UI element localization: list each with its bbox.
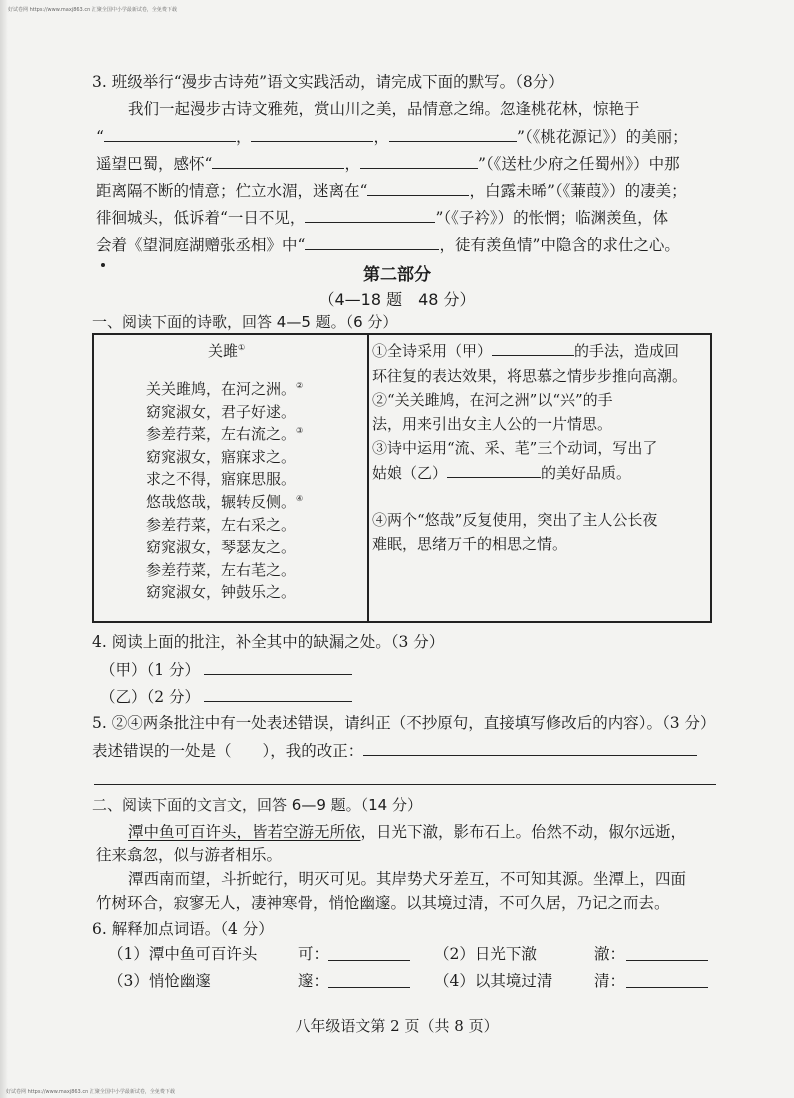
note-marker: ③ <box>296 426 304 436</box>
q4-b-label: （乙）（2 分） <box>100 688 201 706</box>
note-marker: ④ <box>296 494 304 503</box>
poem-line <box>146 559 296 582</box>
poem-line-text: 参差荇菜，左右采之。 <box>146 515 297 534</box>
source-zijin: ”（《子衿》）的怅惘；临渊羡鱼，体 <box>435 209 669 227</box>
poem-line <box>146 491 303 514</box>
q3-line4 <box>96 180 687 201</box>
note-4: ④两个“悠哉”反复使用，突出了主人公长夜 <box>372 511 658 529</box>
note-3: ③诗中运用“流、采、芼”三个动词，写出了 <box>372 439 658 457</box>
poem-line <box>146 581 296 604</box>
poem-line <box>146 468 296 491</box>
source-songdu: ”（《送杜少府之任蜀州》）中那 <box>477 155 680 173</box>
text: 距离隔不断的情意；伫立水湄，迷离在“ <box>96 182 368 200</box>
q6-item <box>434 944 537 964</box>
q4-a-label: （甲）（1 分） <box>100 661 201 679</box>
q4-b <box>100 686 352 707</box>
q6-item-number: （2） <box>434 945 475 963</box>
poem-line-text: 窈窕淑女，钟鼓乐之。 <box>146 583 297 602</box>
classical-p1-l1 <box>128 822 686 842</box>
text: 徘徊城头，低诉着“一日不见， <box>96 209 306 227</box>
note-1-cont: 环往复的表达效果，将思慕之情步步推向高潮。 <box>372 367 688 385</box>
section1-heading: 一、阅读下面的诗歌，回答 4—5 题。（6 分） <box>92 313 398 331</box>
note-text: 的美好品质。 <box>541 464 632 482</box>
part2-title: 第二部分 <box>363 265 431 285</box>
text: 会着《望洞庭湖赠张丞相》中“ <box>96 236 306 254</box>
blank-dongting[interactable] <box>305 234 439 250</box>
blank-songdu-1[interactable] <box>212 153 344 169</box>
q6-item-phrase: 以其境过清 <box>474 972 553 990</box>
text: ，日光下澈，影布石上。佁然不动，俶尔远逝， <box>360 823 687 841</box>
q6-item-number: （1） <box>108 945 149 963</box>
part2-subtitle: （4—18 题 48 分） <box>318 290 476 309</box>
watermark-top: 好试卷网 https://www.maxj863.cn 汇聚全国中小学最新试卷，全免费下载 <box>8 7 177 13</box>
section2-heading: 二、阅读下面的文言文，回答 6—9 题。（14 分） <box>92 796 422 814</box>
source-jianjia: ，白露未晞”（《蒹葭》）的凄美； <box>469 182 687 200</box>
q3-line2 <box>96 126 688 147</box>
note-text: ①全诗采用（甲） <box>372 342 493 360</box>
comma: ， <box>235 128 252 146</box>
q6-item-word: 邃： <box>298 972 330 990</box>
note-marker: ② <box>296 381 304 390</box>
blank-jianjia[interactable] <box>367 180 469 196</box>
answer-q5-line2[interactable] <box>94 784 716 785</box>
poem-line <box>146 446 296 469</box>
poem-line <box>146 378 303 401</box>
q6-item-number: （4） <box>434 972 475 990</box>
answer-q5[interactable] <box>363 740 697 756</box>
classical-p2-l1: 潭西南而望，斗折蛇行，明灭可见。其岸势犬牙差互，不可知其源。坐潭上，四面 <box>128 870 687 888</box>
poem-line-text: 关关雎鸠，在河之洲。 <box>146 380 297 398</box>
poem-annotation-table <box>92 333 712 623</box>
q6-item-phrase: 悄怆幽邃 <box>148 972 211 990</box>
note-2: ②“关关雎鸠，在河之洲”以“兴”的手 <box>372 391 613 409</box>
classical-p2-l2: 竹树环合，寂寥无人，凄神寒骨，悄怆幽邃。以其境过清，不可久居，乃记之而去。 <box>96 894 670 912</box>
q6-item-word: 清： <box>594 972 626 990</box>
note-2-cont: 法，用来引出女主人公的一片情思。 <box>372 415 613 433</box>
q6-item <box>434 971 552 991</box>
scan-shadow <box>0 0 8 1098</box>
q5-title: 5. ②④两条批注中有一处表述错误，请纠正（不抄原句，直接填写修改后的内容）。（3 分） <box>92 714 716 732</box>
poem-line-text: 窈窕淑女，君子好逑。 <box>146 402 297 421</box>
note-3-cont <box>372 461 631 485</box>
q6-answer-blank[interactable] <box>328 987 410 988</box>
q6-item-phrase: 潭中鱼可百许头 <box>148 945 258 963</box>
poem-line <box>146 401 296 424</box>
note-text: 姑娘（乙） <box>372 464 448 482</box>
watermark-bottom: 好试卷网 https://www.maxj863.cn 汇聚全国中小学最新试卷，全免费下载 <box>6 1089 175 1095</box>
q6-item-word: 可： <box>298 945 330 963</box>
poem-line-text: 求之不得，寤寐思服。 <box>146 470 297 489</box>
q6-item-number: （3） <box>108 972 149 990</box>
q4-title: 4. 阅读上面的批注，补全其中的缺漏之处。（3 分） <box>92 633 445 651</box>
blank-taohua-1[interactable] <box>104 126 236 142</box>
q6-answer-blank[interactable] <box>626 960 708 961</box>
answer-jia[interactable] <box>204 659 352 675</box>
poem-line-text: 窈窕淑女，寤寐求之。 <box>146 447 297 466</box>
q6-item <box>108 971 211 991</box>
table-divider <box>367 335 369 621</box>
poem-line-text: 参差荇菜，左右芼之。 <box>146 560 297 579</box>
poem-line-text: 悠哉悠哉，辗转反侧。 <box>146 493 297 511</box>
comma: ， <box>344 155 360 173</box>
comma: ， <box>373 128 389 146</box>
q6-item-word: 澈： <box>594 945 626 963</box>
note-4-cont: 难眠，思绪万千的相思之情。 <box>372 535 568 553</box>
q5-prompt: 表述错误的一处是（ ），我的改正： <box>92 742 364 760</box>
quote-open: “ <box>96 128 104 146</box>
q6-answer-blank[interactable] <box>328 960 410 961</box>
q3-line6 <box>96 234 680 255</box>
q3-line3 <box>96 153 680 174</box>
source-taohua: ”（《桃花源记》）的美丽； <box>516 128 688 146</box>
q4-a <box>100 659 352 680</box>
poem-line-text: 参差荇菜，左右流之。 <box>146 425 297 444</box>
blank-taohua-3[interactable] <box>389 126 517 142</box>
note-text: 的手法，造成回 <box>574 342 680 360</box>
text: 遥望巴蜀，感怀“ <box>96 155 213 173</box>
q6-item-phrase: 日光下澈 <box>474 945 537 963</box>
poem-line <box>146 514 296 537</box>
note-1 <box>372 339 679 363</box>
q5-line <box>92 740 697 761</box>
classical-p1-l2: 往来翕忽，似与游者相乐。 <box>96 846 283 864</box>
underlined-sentence: 潭中鱼可百许头，皆若空游无所依 <box>128 823 361 841</box>
q6-title: 6. 解释加点词语。（4 分） <box>92 920 274 938</box>
poem-line <box>146 536 296 559</box>
page-footer: 八年级语文第 2 页（共 8 页） <box>295 1017 499 1035</box>
poem-title-text: 关雎 <box>208 342 239 360</box>
note-marker: ① <box>238 343 246 352</box>
answer-yi[interactable] <box>204 686 352 702</box>
poem-line-text: 窈窕淑女，琴瑟友之。 <box>146 538 297 557</box>
text: ，徒有羡鱼情”中隐含的求仕之心。 <box>439 236 680 254</box>
q3-line1: 我们一起漫步古诗文雅苑，赏山川之美，品情意之绵。忽逢桃花林，惊艳于 <box>128 100 640 118</box>
poem-line <box>146 423 303 446</box>
q6-answer-blank[interactable] <box>626 987 708 988</box>
q6-item <box>108 944 257 964</box>
blank-taohua-2[interactable] <box>251 126 373 142</box>
q3-line5 <box>96 207 668 228</box>
blank-jia-inline <box>492 341 574 356</box>
q3-title: 3. 班级举行“漫步古诗苑”语文实践活动，请完成下面的默写。（8分） <box>92 73 564 91</box>
poem-title <box>208 340 245 363</box>
blank-zijin[interactable] <box>305 207 435 223</box>
blank-songdu-2[interactable] <box>360 153 478 169</box>
blank-yi-inline <box>447 463 541 478</box>
